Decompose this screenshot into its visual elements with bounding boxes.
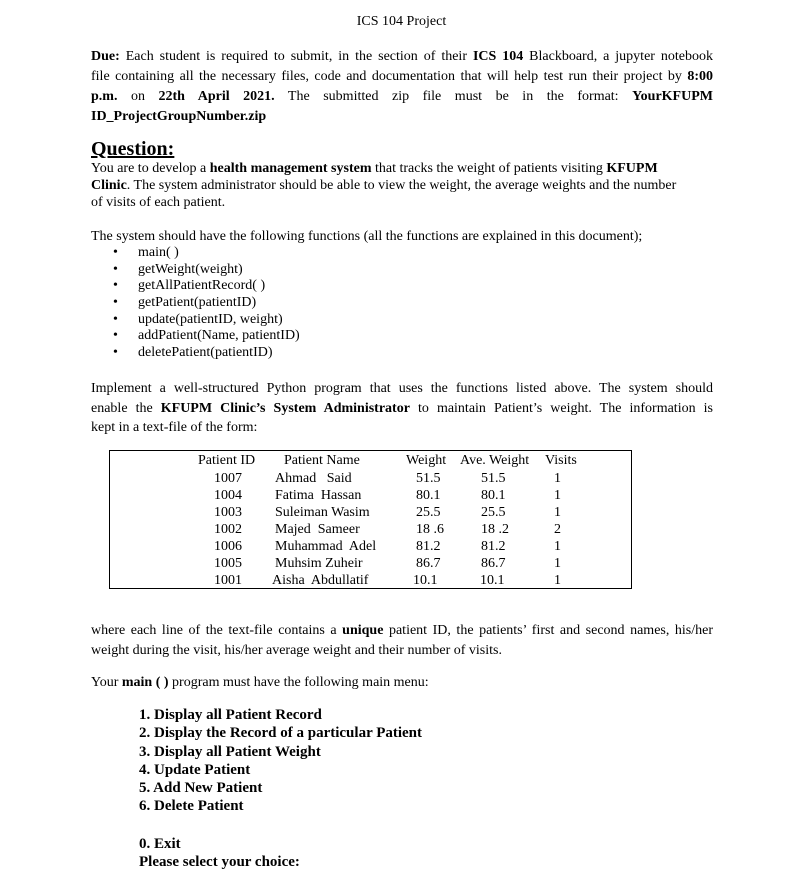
question-line-1: You are to develop a health management system that tracks the weight of patients visiting KFUPM (91, 161, 658, 176)
implement-line-3: kept in a text-file of the form: (91, 420, 258, 435)
due-paragraph (91, 47, 713, 127)
menu-item-display-weight: 3. Display all Patient Weight (139, 743, 321, 760)
due-line-3: p.m. on 22th April 2021. The submitted zip file must be in the format: YourKFUPM (91, 89, 713, 104)
col-header-ave-weight: Ave. Weight (460, 453, 530, 468)
list-item: • getAllPatientRecord( ) (113, 278, 300, 295)
list-item: • addPatient(Name, patientID) (113, 328, 300, 345)
menu-item-add: 5. Add New Patient (139, 780, 263, 797)
document-page: ICS 104 Project Due: Each student is required to submit, in the section of their ICS 104 Blackboard, a jupyter notebook file containing all the necessary files, code and documentation that will help test run their project by 8:00 p.m. on 22th April 2021. The submitted zip file must be in the format: YourKFUPM ID_ProjectGroupNumber.zip Question: You are to develop a health management system that tracks the weight of patients visiting KFUPM Clinic. The system administrator should be able to view the weight, the average weights and the number of visits of each patient. The system should have the following functions (all the functions are explained in this document); • main( ) • getWeight(weight) • getAllPatientRecord( ) • getPatient(patientID) • update(patientID, weight) • addPatient(Name, patientID) • deletePatient(patientID) Implement a well-structured Python program that uses the functions listed above. The system should enable the KFUPM Clinic’s System Administrator to maintain Patient’s weight. The information is kept in a text-file of the form: Patient ID Patient Name Weight Ave. Weight Visits 1007 Ahmad Said 51.5 51.5 1 1004 Fatima Hassan 80.1 80.1 1 1003 Suleiman Wasim 25.5 25.5 1 1002 Majed Sameer 18 .6 18 .2 2 1006 Muhammad Adel 81.2 81.2 1 1005 Muhsim Zuheir 86.7 86.7 1 1001 Aisha Abdullatif 10.1 10.1 1 where each line of the text-file contains a unique patient ID, the patients’ first and second names, his/her weight during the visit, his/her average weight and their number of visits. Your main ( ) program must have the following main menu: 1. Display all Patient Record 2. Display the Record of a particular Patient 3. Display all Patient Weight 4. Update Patient 5. Add New Patient 6. Delete Patient 0. Exit Please select your choice: (0, 0, 803, 877)
menu-item-delete: 6. Delete Patient (139, 798, 244, 815)
col-header-weight: Weight (406, 453, 447, 468)
implement-line-2: enable the KFUPM Clinic’s System Administrator to maintain Patient’s weight. The information is (91, 400, 713, 416)
list-item: • deletePatient(patientID) (113, 345, 300, 362)
where-paragraph (91, 621, 713, 661)
due-line-2: file containing all the necessary files, code and documentation that will help test run their project by 8:00 (91, 69, 713, 84)
due-line-1: Due: Each student is required to submit, in the section of their ICS 104 Blackboard, a jupyter notebook (91, 49, 713, 64)
menu-intro: Your main ( ) program must have the following main menu: (91, 675, 429, 690)
list-item: • update(patientID, weight) (113, 312, 300, 329)
col-header-visits: Visits (545, 453, 577, 468)
main-menu-list (139, 706, 422, 816)
list-item: • main( ) (113, 245, 300, 262)
where-line-1: where each line of the text-file contains a unique patient ID, the patients’ first and second names, his/her (91, 623, 714, 638)
due-time: 8:00 (687, 69, 713, 84)
col-header-patient-name: Patient Name (284, 453, 360, 468)
page-header: ICS 104 Project (356, 14, 447, 29)
menu-item-display-all: 1. Display all Patient Record (139, 707, 322, 723)
list-item: • getPatient(patientID) (113, 295, 300, 312)
filename-part-1: YourKFUPM (632, 89, 713, 104)
due-label: Due: (91, 49, 120, 64)
menu-item-exit: 0. Exit (139, 836, 181, 852)
question-title: Question: (91, 138, 175, 160)
question-line-3: of visits of each patient. (91, 195, 226, 210)
col-header-patient-id: Patient ID (198, 453, 256, 468)
menu-prompt: Please select your choice: (139, 854, 300, 871)
list-item: • getWeight(weight) (113, 262, 300, 279)
menu-item-update: 4. Update Patient (139, 761, 251, 778)
where-line-2: weight during the visit, his/her average weight and their number of visits. (91, 643, 502, 658)
course-code: ICS 104 (472, 49, 524, 64)
implement-paragraph (91, 379, 713, 438)
due-date: 22th April 2021. (158, 89, 275, 104)
filename-part-2: ID_ProjectGroupNumber.zip (91, 109, 267, 124)
question-line-2: Clinic. The system administrator should be able to view the weight, the average weights and the number (91, 178, 677, 193)
implement-line-1: Implement a well-structured Python program that uses the functions listed above. The system should (91, 381, 713, 396)
menu-exit-block (139, 835, 300, 872)
functions-list (113, 245, 300, 362)
menu-item-display-record: 2. Display the Record of a particular Patient (139, 725, 423, 742)
question-paragraph (91, 160, 713, 211)
functions-intro: The system should have the following functions (all the functions are explained in this document); (91, 229, 643, 244)
